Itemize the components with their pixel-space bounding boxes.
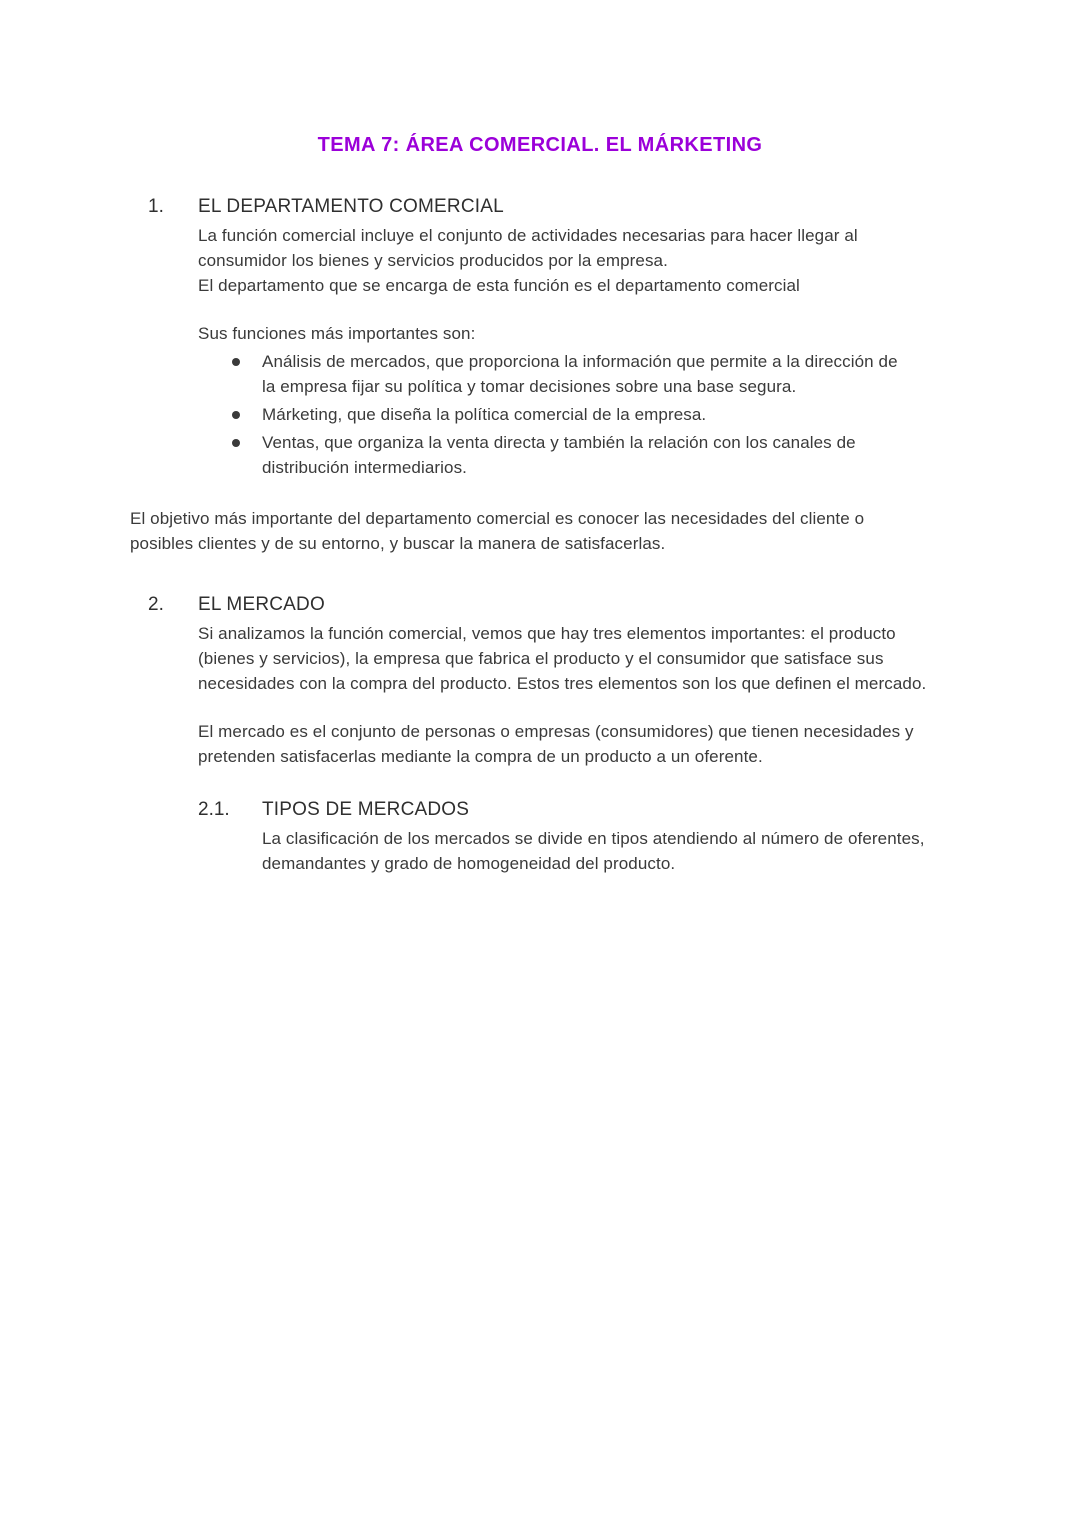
- subsection-2-1-heading: TIPOS DE MERCADOS: [262, 799, 470, 820]
- bullet-item-analisis: [198, 349, 940, 399]
- section-2-heading: EL MERCADO: [198, 594, 325, 615]
- subsection-2-1: [198, 799, 950, 876]
- paragraph-mercado-definicion: El mercado es el conjunto de personas o empresas (consumidores) que tienen necesidades y pretenden satisfacerlas mediante la compra de un producto a un oferente.: [198, 722, 914, 766]
- section-2-number: 2.: [148, 594, 164, 615]
- bullet-item-ventas: [198, 430, 940, 480]
- bullet-text-analisis: Análisis de mercados, que proporciona la información que permite a la dirección de la empresa fijar su política y tomar decisiones sobre una base segura.: [262, 352, 898, 396]
- section-2: [130, 594, 950, 876]
- paragraph-departamento: El departamento que se encarga de esta función es el departamento comercial: [198, 276, 800, 295]
- section-2-heading-row: [130, 594, 950, 616]
- bullet-icon: [232, 358, 240, 366]
- section-1-number: 1.: [148, 196, 164, 217]
- bullet-item-marketing: [198, 402, 940, 427]
- section-1-heading: EL DEPARTAMENTO COMERCIAL: [198, 196, 504, 217]
- section-2-body: [198, 621, 940, 769]
- paragraph-objetivo: El objetivo más importante del departamento comercial es conocer las necesidades del cliente o posibles clientes y de su entorno, y buscar la manera de satisfacerlas.: [130, 509, 865, 553]
- bullet-text-ventas: Ventas, que organiza la venta directa y también la relación con los canales de distribución intermediarios.: [262, 433, 856, 477]
- paragraph-tipos-mercados: La clasificación de los mercados se divide en tipos atendiendo al número de oferentes, demandantes y grado de homogeneidad del producto.: [262, 829, 925, 873]
- paragraph-funcion-comercial: La función comercial incluye el conjunto de actividades necesarias para hacer llegar al consumidor los bienes y servicios producidos por la empresa.: [198, 226, 858, 270]
- section-1-heading-row: [130, 196, 950, 218]
- paragraph-funciones-intro: Sus funciones más importantes son:: [198, 324, 476, 343]
- subsection-2-1-body: [262, 826, 944, 876]
- document-title: TEMA 7: ÁREA COMERCIAL. EL MÁRKETING: [317, 134, 763, 156]
- functions-bullet-list: [198, 349, 940, 480]
- bullet-icon: [232, 439, 240, 447]
- subsection-2-1-number: 2.1.: [198, 799, 230, 820]
- bullet-text-marketing: Márketing, que diseña la política comercial de la empresa.: [262, 405, 707, 424]
- subsection-2-1-heading-row: [198, 799, 950, 821]
- bullet-icon: [232, 411, 240, 419]
- section-1: [130, 196, 950, 556]
- section-1-body: [198, 223, 940, 480]
- paragraph-mercado-elementos: Si analizamos la función comercial, vemos que hay tres elementos importantes: el producto (bienes y servicios), la empresa que fabrica el producto y el consumidor que satisface sus necesidades con la compra del producto. Estos tres elementos son los que definen el mercado.: [198, 624, 927, 693]
